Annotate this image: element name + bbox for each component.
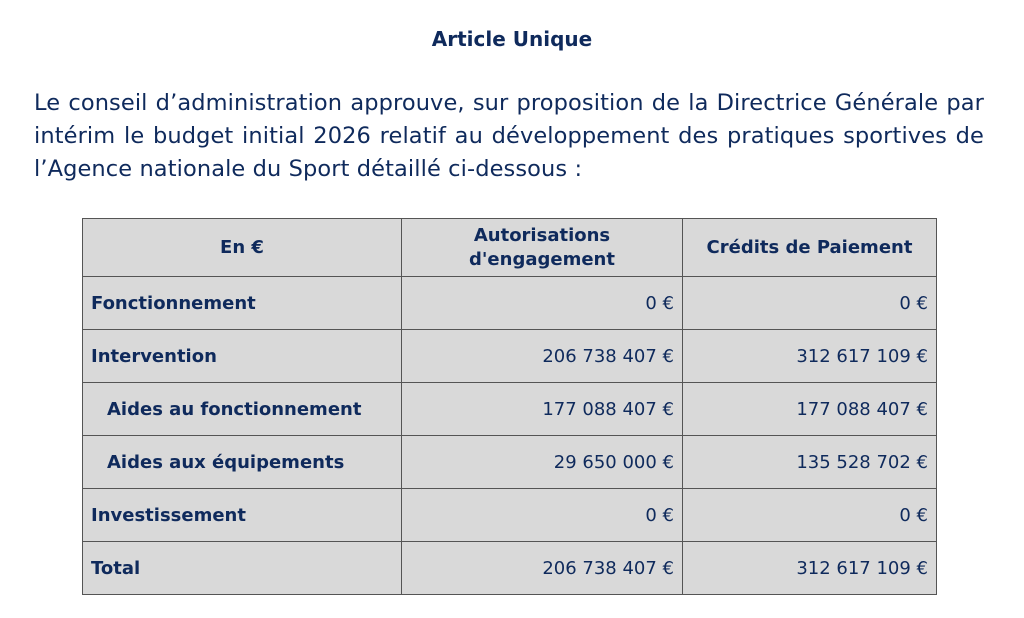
row-ae-value: 206 738 407 € — [402, 542, 683, 595]
row-label: Total — [83, 542, 402, 595]
table-row — [83, 383, 937, 436]
table-row — [83, 436, 937, 489]
row-cp-value: 0 € — [683, 489, 937, 542]
row-ae-value: 206 738 407 € — [402, 330, 683, 383]
row-label: Investissement — [83, 489, 402, 542]
header-credits-paiement: Crédits de Paiement — [683, 219, 937, 277]
article-title: Article Unique — [431, 27, 593, 51]
row-ae-value: 0 € — [402, 277, 683, 330]
row-label: Intervention — [83, 330, 402, 383]
header-autorisations-engagement: Autorisations d'engagement — [402, 219, 683, 277]
row-label: Fonctionnement — [83, 277, 402, 330]
row-cp-value: 135 528 702 € — [683, 436, 937, 489]
body-paragraph: Le conseil d’administration approuve, sur proposition de la Directrice Générale par intérim le budget initial 2026 relatif au développement des pratiques sportives de l’Agence nationale du Sport détaillé ci-dessous : — [34, 90, 984, 182]
table-row — [83, 277, 937, 330]
row-ae-value: 177 088 407 € — [402, 383, 683, 436]
row-cp-value: 0 € — [683, 277, 937, 330]
row-ae-value: 0 € — [402, 489, 683, 542]
table-row-total — [83, 542, 937, 595]
table-row — [83, 330, 937, 383]
row-ae-value: 29 650 000 € — [402, 436, 683, 489]
row-cp-value: 177 088 407 € — [683, 383, 937, 436]
budget-table — [82, 218, 937, 595]
row-label: Aides au fonctionnement — [83, 383, 402, 436]
row-cp-value: 312 617 109 € — [683, 330, 937, 383]
row-cp-value: 312 617 109 € — [683, 542, 937, 595]
table-header-row — [83, 219, 937, 277]
header-currency: En € — [83, 219, 402, 277]
row-label: Aides aux équipements — [83, 436, 402, 489]
table-row — [83, 489, 937, 542]
